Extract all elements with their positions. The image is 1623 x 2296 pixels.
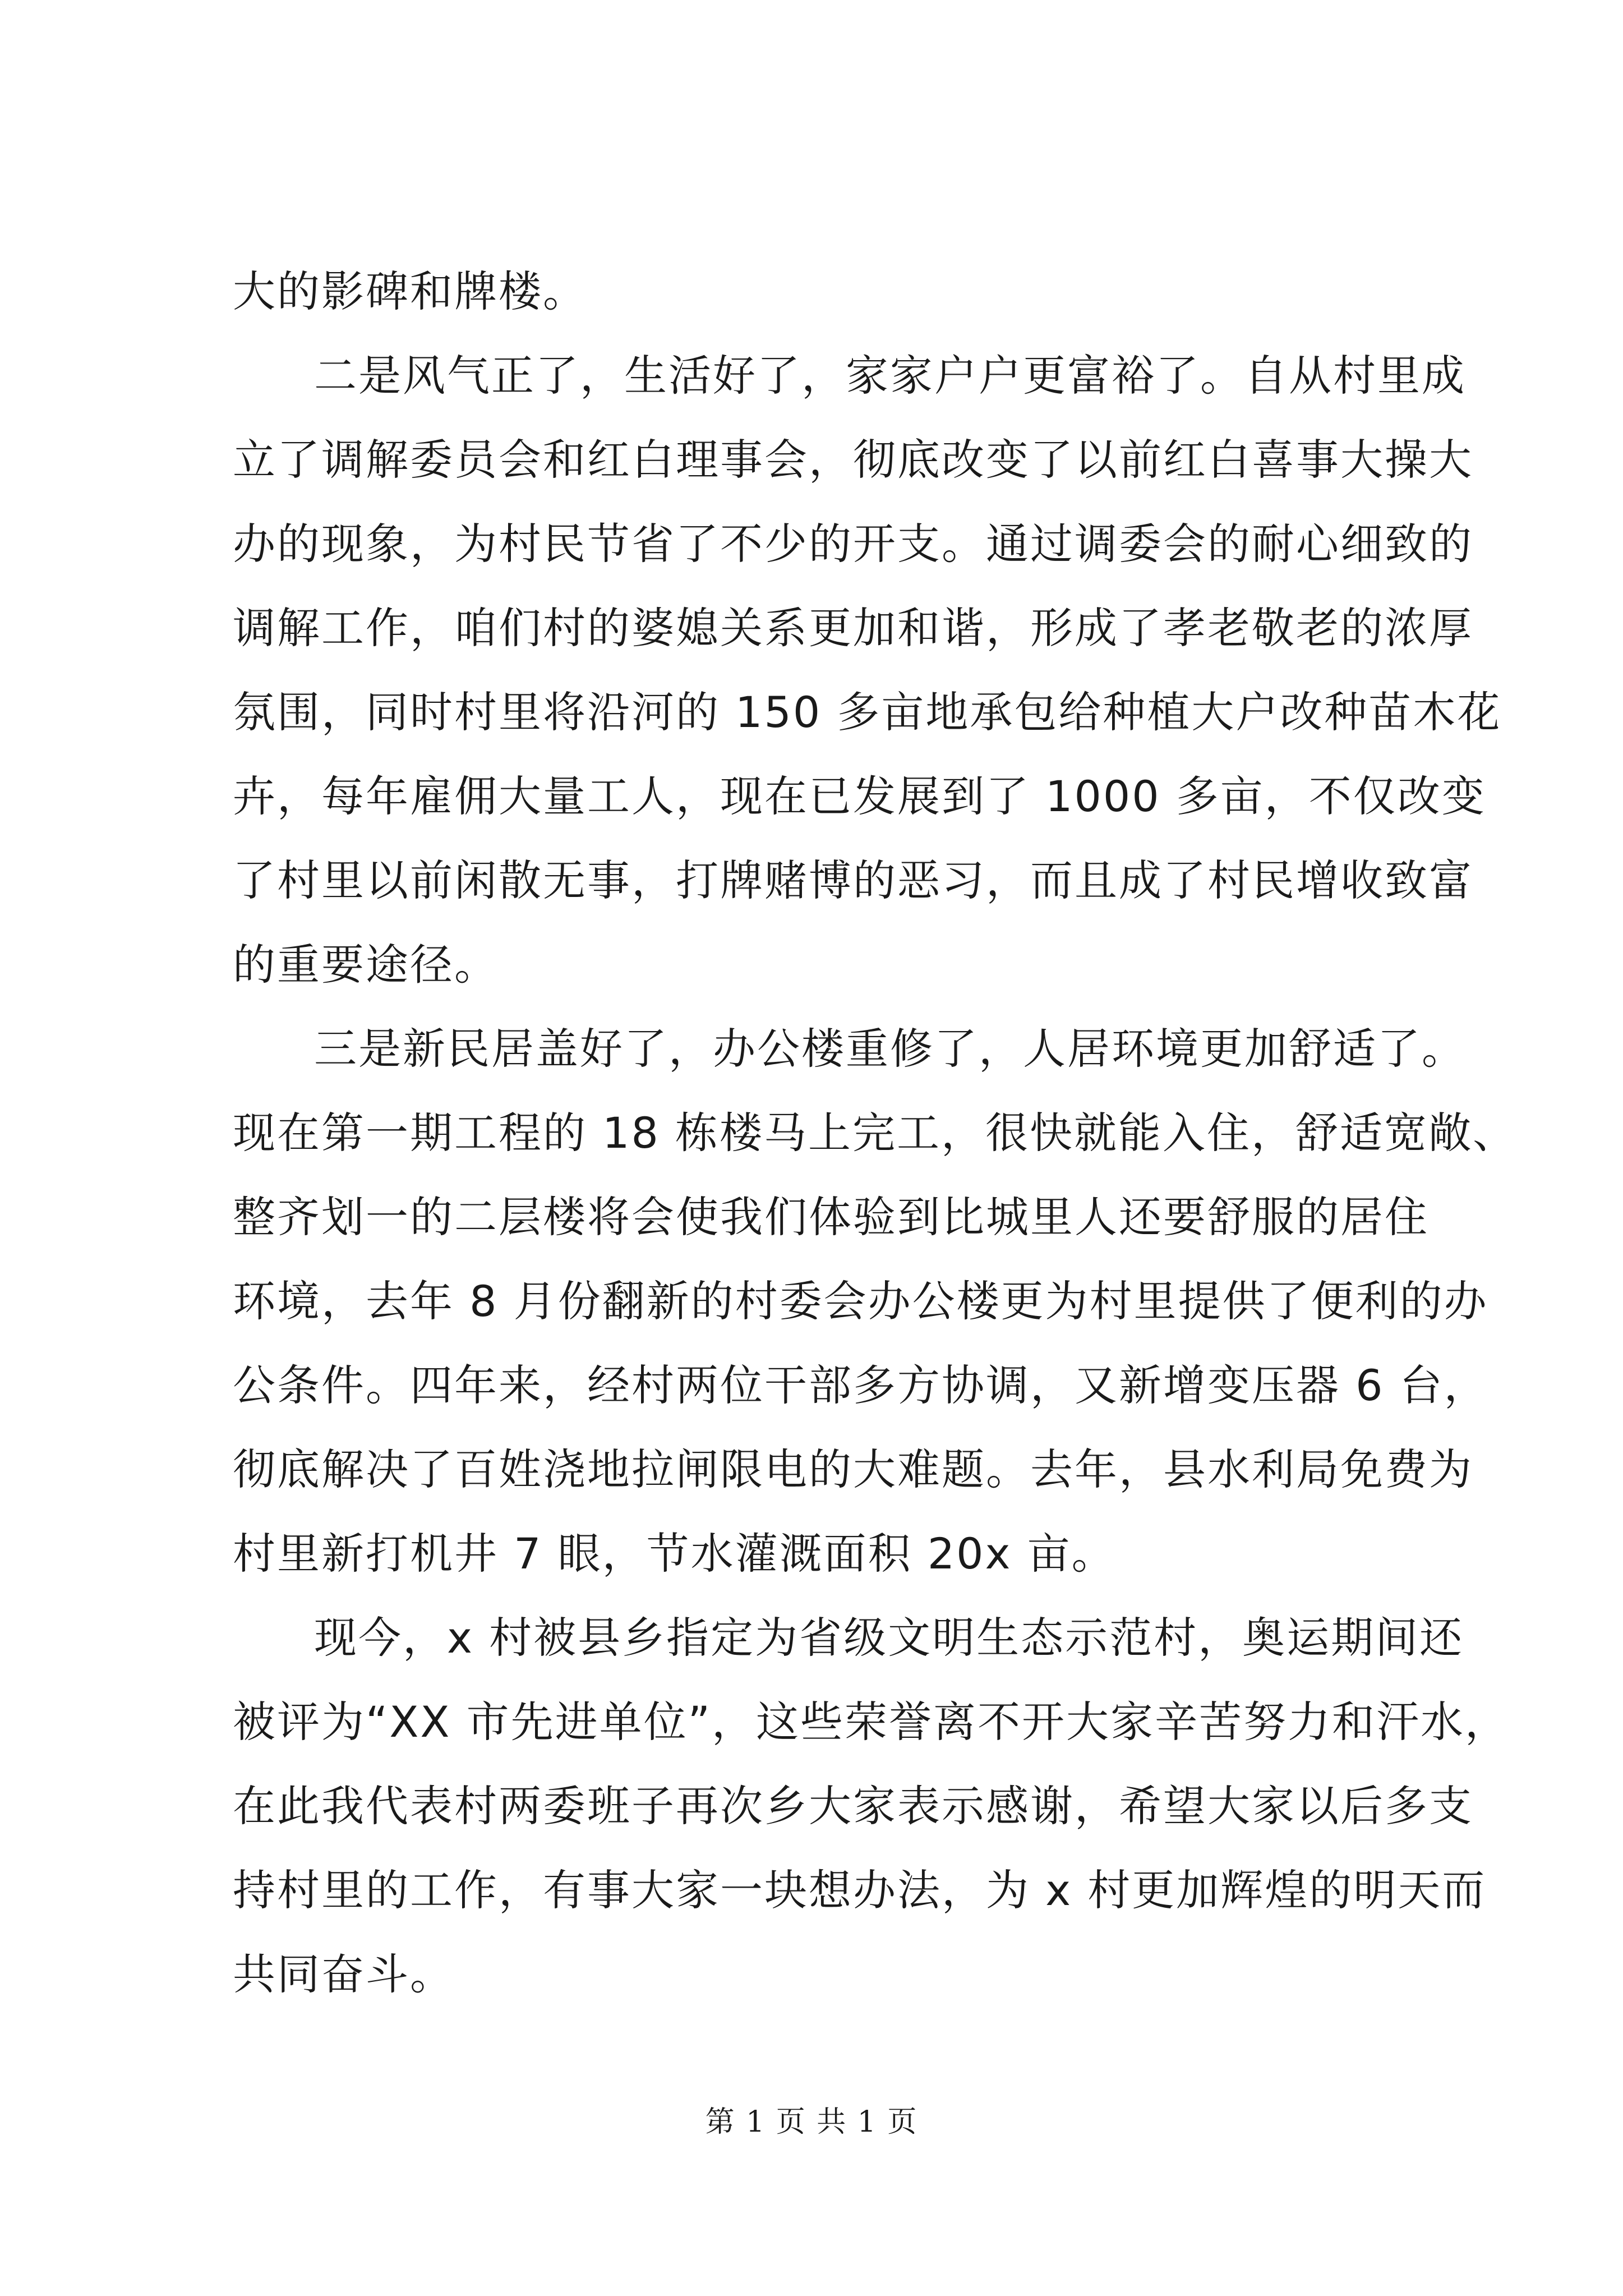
text-line: 氛围，同时村里将沿河的 150 多亩地承包给种植大户改种苗木花 [233,687,1502,737]
text-line: 卉，每年雇佣大量工人，现在已发展到了 1000 多亩，不仅改变 [233,771,1486,821]
text-line: 大的影碑和牌楼。 [233,266,587,316]
text-line: 环境，去年 8 月份翻新的村委会办公楼更为村里提供了便利的办 [233,1276,1488,1326]
page-footer: 第 1 页 共 1 页 [705,2105,918,2139]
text-line: 调解工作，咱们村的婆媳关系更加和谐，形成了孝老敬老的浓厚 [233,603,1473,653]
text-line: 村里新打机井 7 眼，节水灌溉面积 20x 亩。 [233,1529,1116,1579]
text-line: 了村里以前闲散无事，打牌赌博的恶习，而且成了村民增收致富 [233,855,1473,905]
text-line: 彻底解决了百姓浇地拉闸限电的大难题。去年，县水利局免费为 [233,1444,1473,1494]
text-line: 三是新民居盖好了，办公楼重修了，人居环境更加舒适了。 [314,1024,1466,1074]
text-line: 持村里的工作，有事大家一块想办法，为 x 村更加辉煌的明天而 [233,1865,1487,1915]
text-line: 被评为“XX 市先进单位”，这些荣誉离不开大家辛苦努力和汗水， [233,1697,1510,1747]
text-line: 现在第一期工程的 18 栋楼马上完工，很快就能入住，舒适宽敞、 [233,1108,1518,1158]
text-line: 在此我代表村两委班子再次乡大家表示感谢，希望大家以后多支 [233,1781,1473,1831]
text-line: 公条件。四年来，经村两位干部多方协调，又新增变压器 6 台， [233,1360,1488,1410]
text-line: 二是风气正了，生活好了，家家户户更富裕了。自从村里成 [314,351,1466,401]
text-line: 办的现象，为村民节省了不少的开支。通过调委会的耐心细致的 [233,519,1473,569]
text-line: 的重要途径。 [233,940,499,990]
text-line: 现今，x 村被县乡指定为省级文明生态示范村，奥运期间还 [314,1613,1464,1663]
text-line: 立了调解委员会和红白理事会，彻底改变了以前红白喜事大操大 [233,435,1473,485]
text-line: 整齐划一的二层楼将会使我们体验到比城里人还要舒服的居住 [233,1192,1429,1242]
text-line: 共同奋斗。 [233,1949,454,1999]
